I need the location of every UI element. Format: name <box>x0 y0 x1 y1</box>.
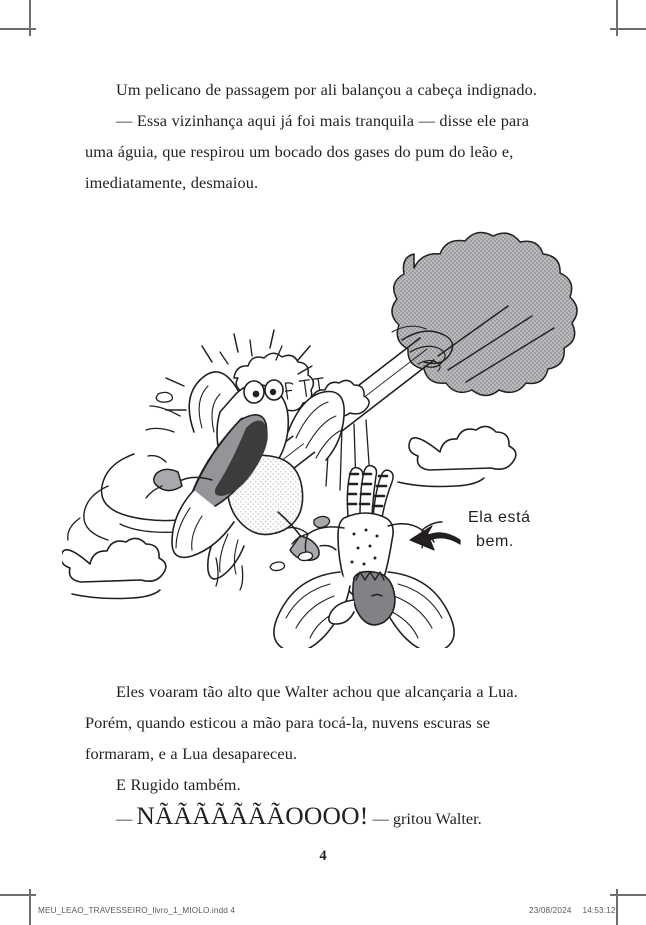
crop-mark-top-left-vertical <box>29 0 31 36</box>
eagle-tail-feathers <box>347 466 393 518</box>
crop-mark-top-right-horizontal <box>610 28 646 30</box>
paragraph: Um pelicano de passagem por ali balançou a cabeça indignado. <box>116 80 537 99</box>
footer-time: 14:53:12 <box>582 906 616 915</box>
crop-mark-bottom-right-horizontal <box>610 894 646 896</box>
crop-mark-top-right-vertical <box>616 0 618 36</box>
footer-filename: MEU_LEAO_TRAVESSEIRO_livro_1_MIOLO.indd 4 <box>38 906 236 915</box>
footer-timestamp <box>529 906 616 915</box>
shout-text: NÃÃÃÃÃÃÃOOOO! <box>136 801 369 830</box>
crop-mark-bottom-left-horizontal <box>0 894 36 896</box>
lower-text-block <box>85 676 541 834</box>
shouted-dialogue-line <box>85 800 541 834</box>
crop-mark-top-left-horizontal <box>0 28 36 30</box>
cloud-bottom-left <box>62 538 166 598</box>
footer-date: 23/08/2024 <box>529 906 572 915</box>
paragraph: E Rugido também. <box>116 775 241 794</box>
dialogue-dash: — <box>116 809 137 828</box>
shout-attribution: — gritou Walter. <box>368 809 482 828</box>
annotation-note-line1: Ela está <box>468 509 531 526</box>
page-number: 4 <box>319 848 327 864</box>
annotation-note-line2: bem. <box>476 533 514 550</box>
upper-text-block <box>85 74 537 198</box>
cloud-right <box>398 426 516 486</box>
annotation-arrow <box>410 526 460 550</box>
paragraph: Eles voaram tão alto que Walter achou que alcançaria a Lua. Porém, quando esticou a mão para tocá-la, nuvens escuras se formaram, e a Lua desapareceu. <box>85 682 518 763</box>
paragraph: — Essa vizinhança aqui já foi mais tranquila — disse ele para uma águia, que respirou um bocado dos gases do pum do leão e, imediatamente, desmaiou. <box>85 111 530 192</box>
illustration-pelican-and-eagle <box>62 228 582 648</box>
